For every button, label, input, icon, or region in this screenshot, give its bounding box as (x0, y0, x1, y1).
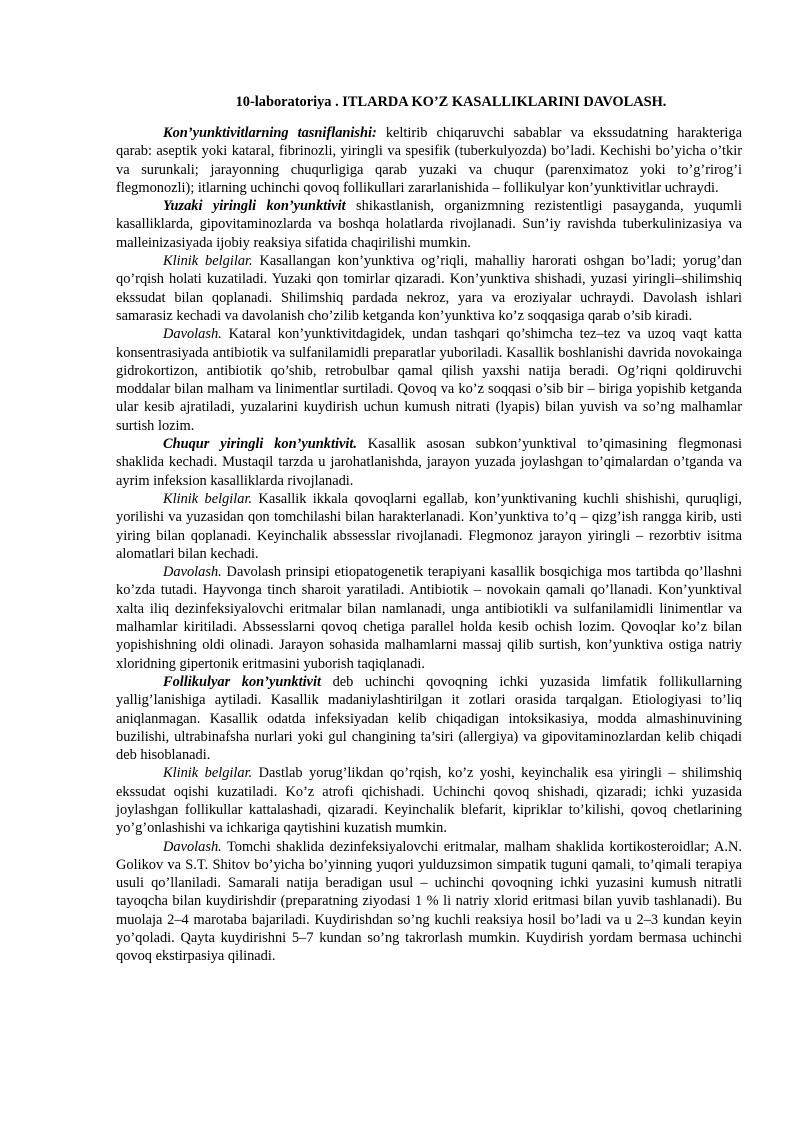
paragraph-heading: Davolash. (163, 838, 222, 855)
paragraph-clinical-signs-2 (116, 490, 742, 563)
paragraph-text: Davolash prinsipi etiopatogenetik terapiyani kasallik bosqichiga mos tartibda qo’llashni ko’zda tutadi. Hayvonga tinch sharoit yaratiladi. Antibiotik – novokain qamali qo’llanadi. Kon’yunktival xalta iliq dezinfeksiyalovchi eritmalar bilan namlanadi, unga antibiotikli va sulfanilamidli linimentlar va malhamlar kiritiladi. Abssesslarni qovoq chetiga parallel holda kesib ochish lozim. Qovoqlar ko’z bilan yopishishning oldi olinadi. Jarayon sohasida malhamlarni massaj qilib surtish, kon’yunktiva ostiga natriy xloridning gipertonik eritmasini yuborish taqiqlanadi. (116, 564, 742, 672)
paragraph-heading: Yuzaki yiringli kon’yunktivit (163, 198, 346, 215)
paragraph-text: Kataral kon’yunktivitdagidek, undan tashqari qo’shimcha tez–tez va uzoq vaqt katta konsentrasiyada antibiotik va sulfanilamidli preparatlar yuboriladi. Kasallik boshlanishi davrida novokainga gidrokortizon, antibiotik qo’shib, retrobulbar qamal qilish yaxshi natija beradi. Og’riqni qoldiruvchi moddalar bilan malham va linimentlar surtiladi. Qovoq va ko’z soqqasi o’sib bir – biriga yopishib ketganda ular kesib ajratiladi, yuzalarini kuydirish uchun kumush nitrati (lyapis) bilan yuvish va so’ng malhamlar surtish lozim. (116, 326, 742, 434)
paragraph-text: deb uchinchi qovoqning ichki yuzasida limfatik follikullarning yallig’lanishiga aytiladi. Kasallik madaniylashtirilgan it zotlari orasida tarqalgan. Etiologiyasi to’liq aniqlanmagan. Kasallik odatda infeksiyadan kelib chiqadigan intoksikasiya, modda almashinuvining buzilishi, ultrabinafsha nurlari yoki gul changining ta’siri (allergiya) va gipovitaminozlardan kelib chiqadi deb hisoblanadi. (116, 673, 743, 764)
paragraph-heading: Kon’yunktivitlarning tasniflanishi: (163, 125, 377, 141)
paragraph-heading: Davolash. (163, 564, 222, 581)
paragraph-heading: Klinik belgilar. (163, 765, 253, 782)
paragraph-heading: Davolash. (163, 326, 222, 343)
paragraph-deep-purulent (116, 435, 742, 490)
paragraph-text: keltirib chiqaruvchi sabablar va ekssudatning harakteriga qarab: aseptik yoki kataral, fibrinozli, yiringli va spesifik (tuberkulyozda) bo’ladi. Kechishi bo’yicha o’tkir va surunkali; jarayonning chuqurligiga qarab yuzaki va chuqur (parenximatoz yoki to’g’rirog’i flegmonozli); itlarning uchinchi qovoq follikullari zararlanishida – follikulyar kon’yunktivitlar uchraydi. (116, 125, 743, 196)
paragraph-text: Tomchi shaklida dezinfeksiyalovchi eritmalar, malham shaklida kortikosteroidlar; A.N. Golikov va S.T. Shitov bo’yicha bo’yinning yuqori yulduzsimon simpatik tuguni qamali, to’qimali terapiya usuli qo’llaniladi. Samarali natija beradigan usul – uchinchi qovoqning ichki yuzasini kumush nitratli tayoqcha bilan kuydirishdir (preparatning ziyodasi 1 % li natriy xlorid eritmasi bilan yuvib tashlanadi). Bu muolaja 2–4 marotaba bajariladi. Kuydirishdan so’ng kuchli reaksiya hosil bo’ladi va u 2–3 kundan keyin yo’qoladi. Qayta kuydirishni 5–7 kundan so’ng takrorlash mumkin. Kuydirish yordam bermasa uchinchi qovoq ekstirpasiya qilinadi. (116, 838, 742, 965)
document-body (116, 124, 742, 966)
page-title: 10-laboratoriya . ITLARDA KO’Z KASALLIKLARINI DAVOLASH. (235, 94, 667, 110)
paragraph-heading: Klinik belgilar. (163, 490, 253, 507)
paragraph-treatment-1 (116, 325, 742, 435)
paragraph-heading: Follikulyar kon’yunktivit (163, 673, 321, 690)
paragraph-text: Kasallangan kon’yunktiva og’riqli, mahalliy harorati oshgan bo’ladi; yorug’dan qo’rqish holati kuzatiladi. Yuzaki qon tomirlar qizaradi. Kon’yunktiva shishadi, yuzasi yiringli–shilimshiq ekssudat bilan qoplanadi. Shilimshiq pardada nekroz, yara va eroziyalar uchraydi. Davolash ishlari samarasiz kechadi va davolanish cho’zilib ketganda kon’yunktiva ko’z soqqasiga qarab o’sib kiradi. (116, 253, 742, 324)
paragraph-superficial-purulent (116, 197, 742, 252)
paragraph-treatment-3 (116, 838, 742, 966)
paragraph-heading: Chuqur yiringli kon’yunktivit. (163, 436, 357, 453)
paragraph-text: shikastlanish, organizmning rezistentligi pasayganda, yuqumli kasalliklarda, gipovitaminozlarda va boshqa holatlarda rivojlanadi. Sun’iy ravishda tuberkulinizasiya va malleinizasiyada ijobiy reaksiya sifatida chaqirilishi mumkin. (116, 198, 742, 251)
paragraph-clinical-signs-3 (116, 764, 742, 837)
paragraph-clinical-signs-1 (116, 252, 742, 325)
paragraph-heading: Klinik belgilar. (163, 253, 253, 270)
paragraph-follicular (116, 673, 742, 764)
paragraph-treatment-2 (116, 563, 742, 673)
paragraph-text: Kasallik ikkala qovoqlarni egallab, kon’yunktivaning kuchli shishishi, quruqligi, yorilishi va yuzasidan qon tomchilashi bilan harakterlanadi. Kon’yunktiva to’q – qizg’ish rangga kirib, usti yiring bilan qoplanadi. Keyinchalik abssesslar rivojlanadi. Flegmonoz jarayon yiringli – rezorbtiv isitma alomatlari bilan kechadi. (116, 490, 743, 562)
paragraph-classification (116, 124, 742, 197)
paragraph-text: Dastlab yorug’likdan qo’rqish, ko’z yoshi, keyinchalik esa yiringli – shilimshiq ekssudat oqishi kuzatiladi. Ko’z atrofi qichishadi. Uchinchi qovoq shishadi, qizaradi; ichki yuzasida joylashgan follikullar kattalashadi, qizaradi. Keyinchalik blefarit, kipriklar to’kilishi, qovoq chetlarining yo’g’onlashishi va ichkariga qaytishini kuzatish mumkin. (116, 765, 742, 837)
paragraph-text: Kasallik asosan subkon’yunktival to’qimasining flegmonasi shaklida kechadi. Mustaqil tarzda u jarohatlanishda, jarayon yuzada joylashgan to’qimalardan o’tganda va ayrim infeksion kasalliklarda rivojlanadi. (116, 436, 742, 489)
